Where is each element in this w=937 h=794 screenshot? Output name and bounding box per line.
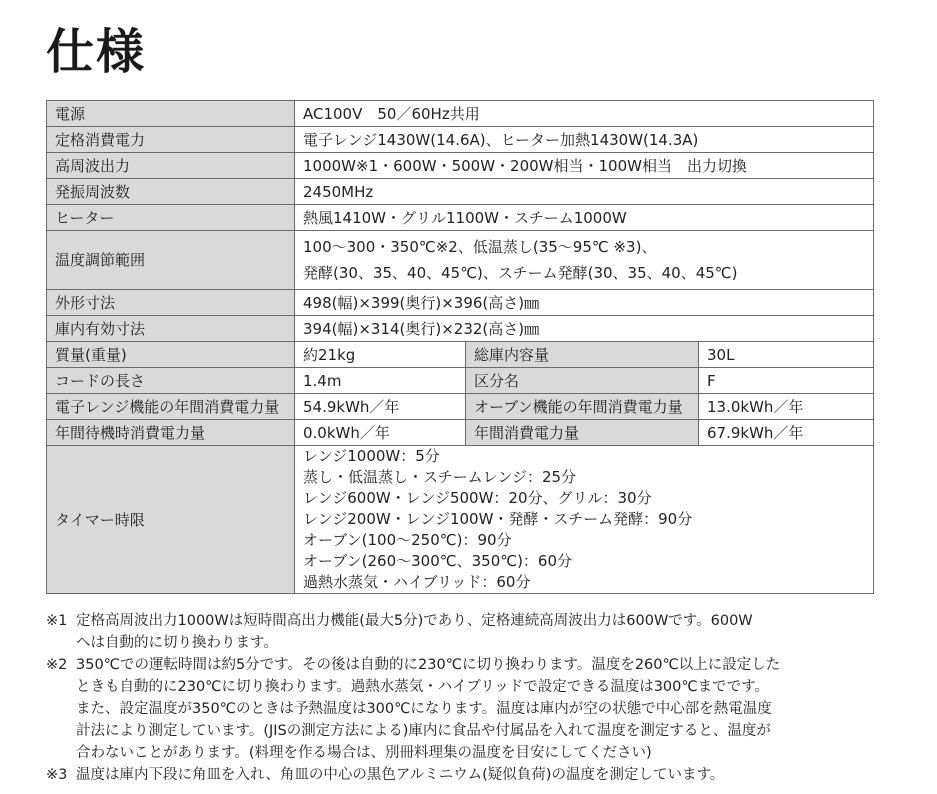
spec-label: 庫内有効寸法 — [47, 316, 295, 342]
spec-value: F — [699, 368, 874, 394]
spec-row-external-dimensions — [47, 290, 874, 316]
footnote-text — [76, 654, 780, 764]
timer-line: レンジ600W・レンジ500W：20分、グリル：30分 — [303, 489, 652, 507]
spec-value-line: 100～300・350℃※2、低温蒸し(35～95℃ ※3)、 — [303, 238, 657, 256]
footnote-1 — [46, 610, 886, 654]
spec-table — [46, 100, 874, 594]
footnote-line: 合わないことがあります。(料理を作る場合は、別冊料理集の温度を目安にしてください) — [76, 745, 652, 761]
spec-value — [295, 231, 874, 290]
timer-line: レンジ200W・レンジ100W・発酵・スチーム発酵：90分 — [303, 510, 693, 528]
spec-row-internal-dimensions — [47, 316, 874, 342]
spec-value: 54.9kWh／年 — [295, 394, 466, 420]
footnote-3 — [46, 764, 886, 786]
footnote-text — [76, 610, 753, 654]
spec-row-microwave-annual-energy — [47, 394, 874, 420]
footnote-mark: ※1 — [46, 613, 68, 629]
spec-label: 高周波出力 — [47, 153, 295, 179]
footnote-line: 計法により測定しています。(JISの測定方法による)庫内に食品や付属品を入れて温度を測定すると、温度が — [76, 723, 771, 739]
spec-value — [295, 446, 874, 594]
footnote-mark: ※2 — [46, 657, 68, 673]
spec-label: 温度調節範囲 — [47, 231, 295, 290]
footnote-line: 温度は庫内下段に角皿を入れ、角皿の中心の黒色アルミニウム(疑似負荷)の温度を測定しています。 — [76, 767, 725, 783]
spec-row-heater — [47, 205, 874, 231]
spec-row-microwave-output — [47, 153, 874, 179]
spec-label: コードの長さ — [47, 368, 295, 394]
footnote-line: へは自動的に切り換わります。 — [76, 635, 278, 651]
footnote-2 — [46, 654, 886, 764]
spec-value: AC100V 50／60Hz共用 — [295, 101, 874, 127]
timer-line: オーブン(100～250℃)：90分 — [303, 531, 512, 549]
spec-row-power-source — [47, 101, 874, 127]
timer-line: 蒸し・低温蒸し・スチームレンジ：25分 — [303, 468, 577, 486]
spec-label: 区分名 — [466, 368, 699, 394]
spec-value-line: 発酵(30、35、40、45℃)、スチーム発酵(30、35、40、45℃) — [303, 264, 738, 282]
spec-label: 質量(重量) — [47, 342, 295, 368]
footnote-line: また、設定温度が350℃のときは予熱温度は300℃になります。温度は庫内が空の状態で中心部を熱電温度 — [76, 701, 772, 717]
spec-value: 394(幅)×314(奥行)×232(高さ)㎜ — [295, 316, 874, 342]
timer-line: 過熱水蒸気・ハイブリッド：60分 — [303, 573, 531, 591]
footnote-line: ときも自動的に230℃に切り換わります。過熱水蒸気・ハイブリッドで設定できる温度は300℃までです。 — [76, 679, 770, 695]
spec-value: 67.9kWh／年 — [699, 420, 874, 446]
footnote-text — [76, 764, 724, 786]
spec-value: 約21kg — [295, 342, 466, 368]
spec-value: 熱風1410W・グリル1100W・スチーム1000W — [295, 205, 874, 231]
footnote-line: 350℃での運転時間は約5分です。その後は自動的に230℃に切り換わります。温度を260℃以上に設定した — [76, 657, 781, 673]
spec-label: 電子レンジ機能の年間消費電力量 — [47, 394, 295, 420]
timer-line: レンジ1000W：5分 — [303, 447, 440, 465]
spec-value: 498(幅)×399(奥行)×396(高さ)㎜ — [295, 290, 874, 316]
spec-value: 13.0kWh／年 — [699, 394, 874, 420]
spec-label: 発振周波数 — [47, 179, 295, 205]
spec-label: 外形寸法 — [47, 290, 295, 316]
footnote-line: 定格高周波出力1000Wは短時間高出力機能(最大5分)であり、定格連続高周波出力は600Wです。600W — [76, 613, 753, 629]
spec-row-rated-power — [47, 127, 874, 153]
footnotes — [46, 610, 886, 786]
spec-label: 年間消費電力量 — [466, 420, 699, 446]
spec-label: 総庫内容量 — [466, 342, 699, 368]
spec-row-timer — [47, 446, 874, 594]
spec-label: 定格消費電力 — [47, 127, 295, 153]
spec-row-mass — [47, 342, 874, 368]
spec-value: 電子レンジ1430W(14.6A)、ヒーター加熱1430W(14.3A) — [295, 127, 874, 153]
spec-value: 2450MHz — [295, 179, 874, 205]
spec-value: 1.4m — [295, 368, 466, 394]
spec-row-standby-annual-energy — [47, 420, 874, 446]
spec-row-cord-length — [47, 368, 874, 394]
spec-value: 1000W※1・600W・500W・200W相当・100W相当 出力切換 — [295, 153, 874, 179]
spec-label: 年間待機時消費電力量 — [47, 420, 295, 446]
spec-value: 30L — [699, 342, 874, 368]
timer-line: オーブン(260～300℃、350℃)：60分 — [303, 552, 573, 570]
spec-label: オーブン機能の年間消費電力量 — [466, 394, 699, 420]
page-title: 仕様 — [46, 24, 147, 80]
spec-label: タイマー時限 — [47, 446, 295, 594]
spec-row-temperature-range — [47, 231, 874, 290]
spec-row-oscillation-frequency — [47, 179, 874, 205]
footnote-mark: ※3 — [46, 767, 68, 783]
spec-label: 電源 — [47, 101, 295, 127]
spec-label: ヒーター — [47, 205, 295, 231]
spec-value: 0.0kWh／年 — [295, 420, 466, 446]
